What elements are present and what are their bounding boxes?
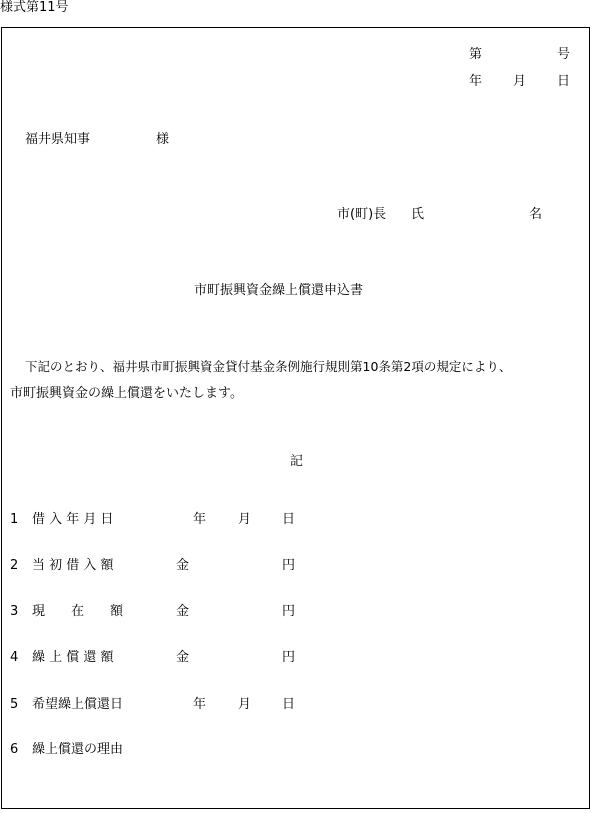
item-label: 当 初 借 入 額: [32, 558, 114, 573]
item-number: 3: [10, 604, 19, 619]
item-label: 借 入 年 月 日: [32, 512, 114, 527]
item-label: 希望繰上償還日: [32, 697, 124, 712]
date-day-label: 日: [557, 74, 571, 89]
field-yen: 円: [282, 604, 296, 619]
addressee-name: 福井県知事: [25, 132, 91, 147]
field-year: 年: [193, 697, 207, 712]
document-title: 市町振興資金繰上償還申込書: [194, 283, 364, 298]
item-label: 繰上償還の理由: [32, 742, 124, 757]
form-label: 様式第11号: [0, 0, 69, 15]
field-yen: 円: [282, 650, 296, 665]
field-kin: 金: [176, 604, 190, 619]
item-number: 1: [10, 512, 19, 527]
item-label: 現 在 額: [32, 604, 124, 619]
item-number: 4: [10, 650, 19, 665]
ki-marker: 記: [290, 454, 304, 469]
sender-name-label-2: 名: [529, 207, 543, 222]
addressee-honorific: 様: [156, 132, 170, 147]
item-label: 繰 上 償 還 額: [32, 650, 114, 665]
item-number: 5: [10, 697, 19, 712]
body-line-1: 下記のとおり、福井県市町振興資金貸付基金条例施行規則第10条第2項の規定により、: [25, 359, 512, 374]
item-number: 2: [10, 558, 19, 573]
field-month: 月: [238, 512, 252, 527]
field-day: 日: [282, 512, 296, 527]
field-day: 日: [282, 697, 296, 712]
date-year-label: 年: [469, 74, 483, 89]
field-yen: 円: [282, 558, 296, 573]
sender-name-label-1: 氏: [411, 207, 425, 222]
item-number: 6: [10, 742, 19, 757]
sender-title: 市(町)長: [337, 207, 387, 222]
field-year: 年: [193, 512, 207, 527]
number-prefix: 第: [469, 47, 483, 62]
body-line-2: 市町振興資金の繰上償還をいたします。: [10, 386, 243, 401]
date-month-label: 月: [513, 74, 527, 89]
field-kin: 金: [176, 558, 190, 573]
field-month: 月: [238, 697, 252, 712]
field-kin: 金: [176, 650, 190, 665]
number-suffix: 号: [557, 47, 571, 62]
